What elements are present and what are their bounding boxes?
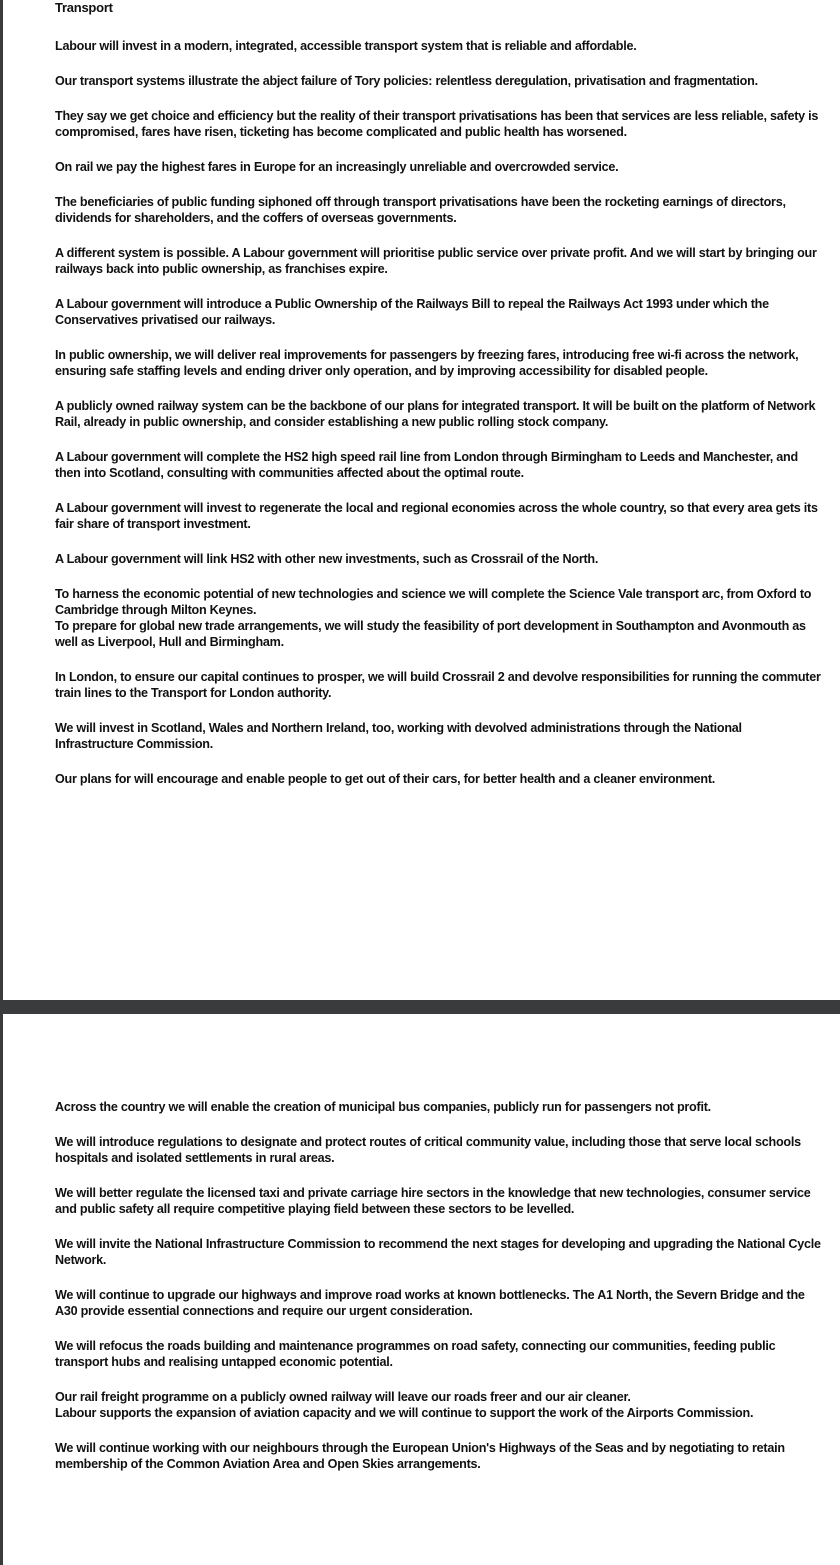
paragraph: In public ownership, we will deliver real improvements for passengers by freezing fares, introducing free wi-fi across the network, ensuring safe staffing levels and ending driver only operation, and by improving accessibility for disabled people. bbox=[55, 348, 799, 378]
paragraph: On rail we pay the highest fares in Europe for an increasingly unreliable and overcrowded service. bbox=[55, 160, 619, 174]
document-page-2 bbox=[0, 1014, 840, 1565]
paragraph: Labour supports the expansion of aviation capacity and we will continue to support the work of the Airports Commission. bbox=[55, 1406, 754, 1420]
paragraph: In London, to ensure our capital continues to prosper, we will build Crossrail 2 and devolve responsibilities for running the commuter train lines to the Transport for London authority. bbox=[55, 670, 821, 700]
paragraph: We will refocus the roads building and maintenance programmes on road safety, connecting our communities, feeding public transport hubs and realising untapped economic potential. bbox=[55, 1339, 776, 1369]
paragraph: We will continue working with our neighbours through the European Union's Highways of the Seas and by negotiating to retain membership of the Common Aviation Area and Open Skies arrangements. bbox=[55, 1441, 785, 1471]
paragraph: A different system is possible. A Labour government will prioritise public service over private profit. And we will start by bringing our railways back into public ownership, as franchises expire. bbox=[55, 246, 817, 276]
paragraph: We will introduce regulations to designate and protect routes of critical community value, including those that serve local schools hospitals and isolated settlements in rural areas. bbox=[55, 1135, 801, 1165]
paragraph: To harness the economic potential of new technologies and science we will complete the Science Vale transport arc, from Oxford to Cambridge through Milton Keynes. bbox=[55, 587, 812, 617]
paragraph: Across the country we will enable the creation of municipal bus companies, publicly run for passengers not profit. bbox=[55, 1100, 711, 1114]
paragraph: We will better regulate the licensed taxi and private carriage hire sectors in the knowledge that new technologies, consumer service and public safety all require competitive playing field between these sectors to be levelled. bbox=[55, 1186, 811, 1216]
paragraph: Our rail freight programme on a publicly owned railway will leave our roads freer and our air cleaner. bbox=[55, 1390, 631, 1404]
paragraph: We will continue to upgrade our highways and improve road works at known bottlenecks. The A1 North, the Severn Bridge and the A30 provide essential connections and require our urgent consideration. bbox=[55, 1288, 805, 1318]
paragraph: A Labour government will link HS2 with other new investments, such as Crossrail of the North. bbox=[55, 552, 599, 566]
paragraph: We will invest in Scotland, Wales and Northern Ireland, too, working with devolved administrations through the National Infrastructure Commission. bbox=[55, 721, 742, 751]
paragraph: A Labour government will introduce a Public Ownership of the Railways Bill to repeal the Railways Act 1993 under which the Conservatives privatised our railways. bbox=[55, 297, 769, 327]
paragraph: They say we get choice and efficiency but the reality of their transport privatisations has been that services are less reliable, safety is compromised, fares have risen, ticketing has become complicated and public health has worsened. bbox=[55, 109, 819, 139]
paragraph: A publicly owned railway system can be the backbone of our plans for integrated transport. It will be built on the platform of Network Rail, already in public ownership, and consider establishing a new public rolling stock company. bbox=[55, 399, 816, 429]
paragraph: A Labour government will complete the HS2 high speed rail line from London through Birmingham to Leeds and Manchester, and then into Scotland, consulting with communities affected about the optimal route. bbox=[55, 450, 798, 480]
paragraph: A Labour government will invest to regenerate the local and regional economies across the whole country, so that every area gets its fair share of transport investment. bbox=[55, 501, 818, 531]
paragraph: Our plans for will encourage and enable people to get out of their cars, for better health and a cleaner environment. bbox=[55, 772, 716, 786]
page-1-content bbox=[55, 0, 821, 806]
page-2-content bbox=[55, 1099, 821, 1491]
section-heading: Transport bbox=[55, 0, 113, 15]
paragraph: Our transport systems illustrate the abject failure of Tory policies: relentless deregulation, privatisation and fragmentation. bbox=[55, 74, 758, 88]
paragraph: Labour will invest in a modern, integrated, accessible transport system that is reliable and affordable. bbox=[55, 39, 637, 53]
paragraph: We will invite the National Infrastructure Commission to recommend the next stages for developing and upgrading the National Cycle Network. bbox=[55, 1237, 821, 1267]
paragraph: The beneficiaries of public funding siphoned off through transport privatisations have been the rocketing earnings of directors, dividends for shareholders, and the coffers of overseas governments. bbox=[55, 195, 786, 225]
paragraph: To prepare for global new trade arrangements, we will study the feasibility of port development in Southampton and Avonmouth as well as Liverpool, Hull and Birmingham. bbox=[55, 619, 806, 649]
